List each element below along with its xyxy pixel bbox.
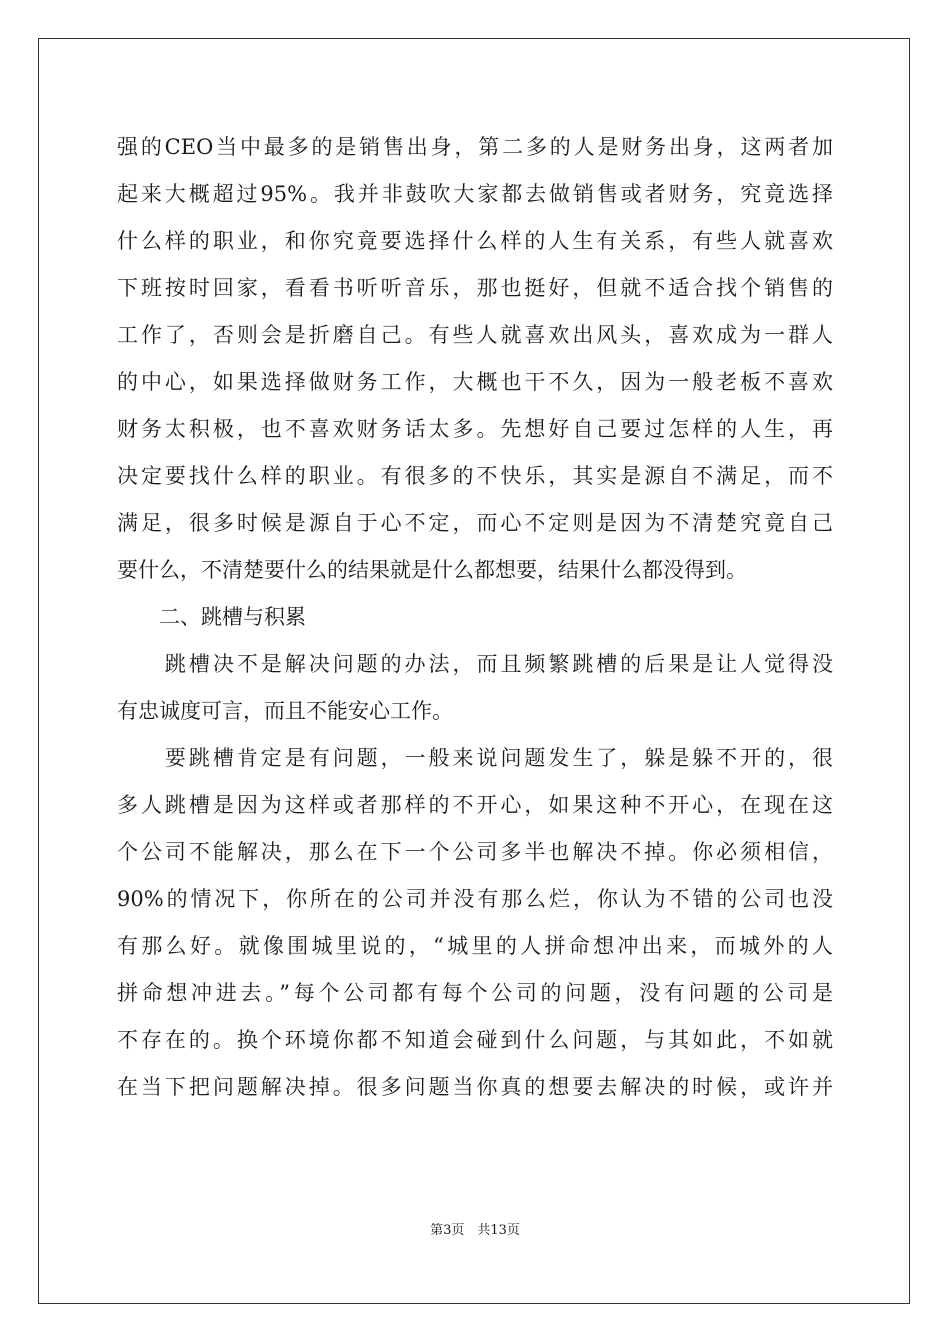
text-line: 个公司不能解决，那么在下一个公司多半也解决不掉。你必须相信， [117, 840, 833, 864]
text-line: 有那么好。就像围城里说的，“城里的人拼命想冲出来，而城外的人 [117, 934, 833, 958]
text-line: 下班按时回家，看看书听听音乐，那也挺好，但就不适合找个销售的 [117, 276, 833, 300]
text-line: 强的CEO当中最多的是销售出身，第二多的人是财务出身，这两者加 [117, 135, 833, 159]
text-line: 工作了，否则会是折磨自己。有些人就喜欢出风头，喜欢成为一群人 [117, 323, 833, 347]
text-line: 要跳槽肯定是有问题，一般来说问题发生了，躲是躲不开的，很 [117, 746, 833, 770]
text-line: 有忠诚度可言，而且不能安心工作。 [117, 699, 453, 723]
text-line: 二、跳槽与积累 [117, 605, 306, 629]
text-line: 不存在的。换个环境你都不知道会碰到什么问题，与其如此，不如就 [117, 1028, 833, 1052]
text-line: 财务太积极，也不喜欢财务话太多。先想好自己要过怎样的人生，再 [117, 417, 833, 441]
text-line: 跳槽决不是解决问题的办法，而且频繁跳槽的后果是让人觉得没 [117, 652, 833, 676]
text-line: 多人跳槽是因为这样或者那样的不开心，如果这种不开心，在现在这 [117, 793, 833, 817]
text-line: 决定要找什么样的职业。有很多的不快乐，其实是源自不满足，而不 [117, 464, 833, 488]
page-footer: 第3页 共13页 [430, 1223, 520, 1238]
text-line: 起来大概超过95%。我并非鼓吹大家都去做销售或者财务，究竟选择 [117, 182, 833, 206]
text-line: 90%的情况下，你所在的公司并没有那么烂，你认为不错的公司也没 [117, 887, 833, 911]
text-line: 的中心，如果选择做财务工作，大概也干不久，因为一般老板不喜欢 [117, 370, 833, 394]
text-line: 拼命想冲进去。”每个公司都有每个公司的问题，没有问题的公司是 [117, 981, 833, 1005]
text-line: 什么样的职业，和你究竟要选择什么样的人生有关系，有些人就喜欢 [117, 229, 833, 253]
document-body [117, 124, 833, 1111]
text-line: 要什么，不清楚要什么的结果就是什么都想要，结果什么都没得到。 [117, 558, 747, 582]
text-line: 在当下把问题解决掉。很多问题当你真的想要去解决的时候，或许并 [117, 1075, 833, 1099]
text-line: 满足，很多时候是源自于心不定，而心不定则是因为不清楚究竟自己 [117, 511, 833, 535]
